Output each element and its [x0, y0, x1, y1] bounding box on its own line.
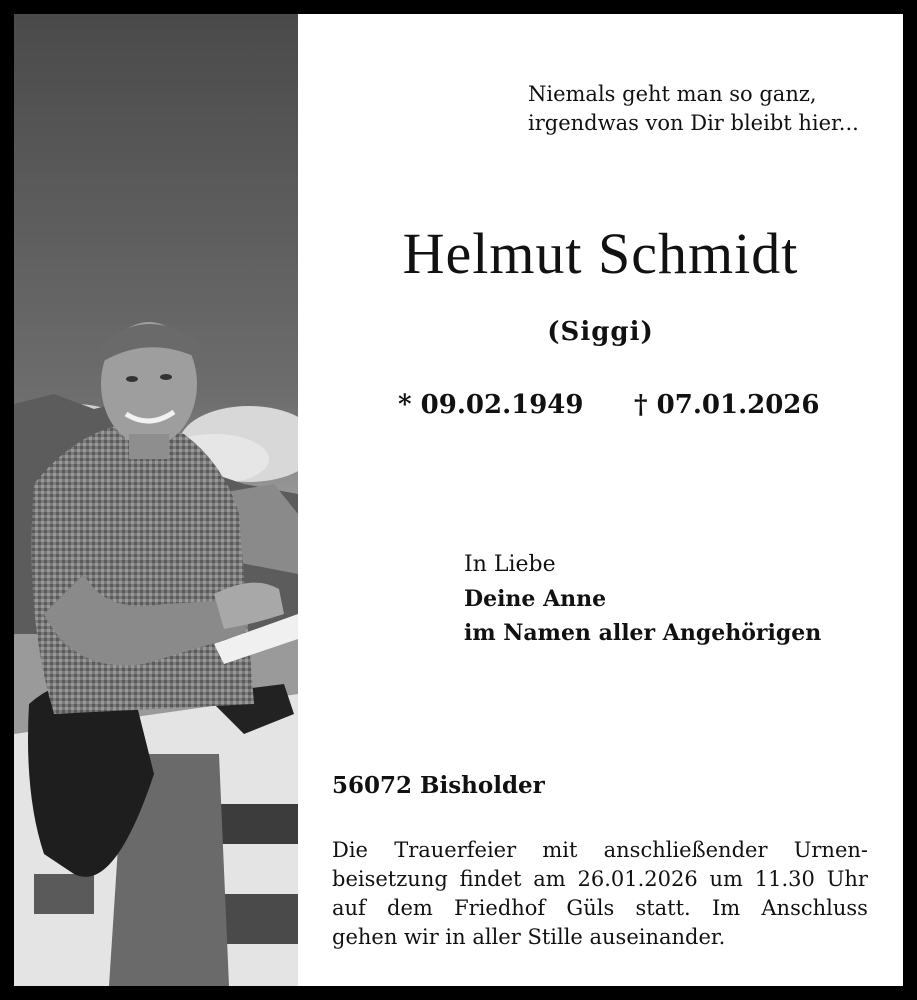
ceremony-word: auf	[332, 896, 366, 920]
deceased-name: Helmut Schmidt	[402, 221, 799, 286]
ceremony-word: mit	[542, 838, 578, 862]
portrait-photo	[14, 14, 298, 986]
ceremony-word: beisetzung	[332, 867, 448, 891]
ceremony-word: anschließender	[603, 838, 768, 862]
ceremony-word: Uhr	[826, 867, 868, 891]
obituary-text	[298, 14, 903, 986]
signature-intro: In Liebe	[464, 552, 556, 577]
ceremony-word: am	[533, 867, 566, 891]
signature-name: Deine Anne	[464, 586, 607, 612]
ceremony-word: statt.	[635, 896, 691, 920]
signature-family: im Namen aller Angehörigen	[464, 620, 822, 646]
ceremony-notice	[332, 836, 868, 952]
ceremony-word: Trauerfeier	[394, 838, 517, 862]
ceremony-word: Im	[711, 896, 741, 920]
ceremony-word: Anschluss	[761, 896, 868, 920]
ceremony-word: dem	[387, 896, 433, 920]
ceremony-line-3	[332, 894, 868, 923]
quote-line-2: irgendwas von Dir bleibt hier...	[528, 111, 859, 135]
ceremony-word: Güls	[566, 896, 615, 920]
location: 56072 Bisholder	[332, 772, 545, 799]
deceased-nickname: (Siggi)	[547, 317, 654, 347]
death-date: † 07.01.2026	[634, 390, 820, 420]
ceremony-word: Friedhof	[454, 896, 546, 920]
obituary-card	[14, 14, 903, 986]
ceremony-word: 11.30	[754, 867, 815, 891]
ceremony-word: Die	[332, 838, 368, 862]
quote-line-1: Niemals geht man so ganz,	[528, 82, 817, 106]
birth-date: * 09.02.1949	[398, 390, 584, 420]
ceremony-word: findet	[459, 867, 522, 891]
memorial-quote	[528, 80, 888, 138]
ceremony-line-4: gehen wir in aller Stille auseinander.	[332, 925, 726, 949]
ceremony-line-2	[332, 865, 868, 894]
ceremony-line-1	[332, 836, 868, 865]
ceremony-word: 26.01.2026	[577, 867, 698, 891]
ceremony-word: Urnen-	[793, 838, 868, 862]
signature-block	[464, 548, 821, 650]
ceremony-word: um	[709, 867, 743, 891]
